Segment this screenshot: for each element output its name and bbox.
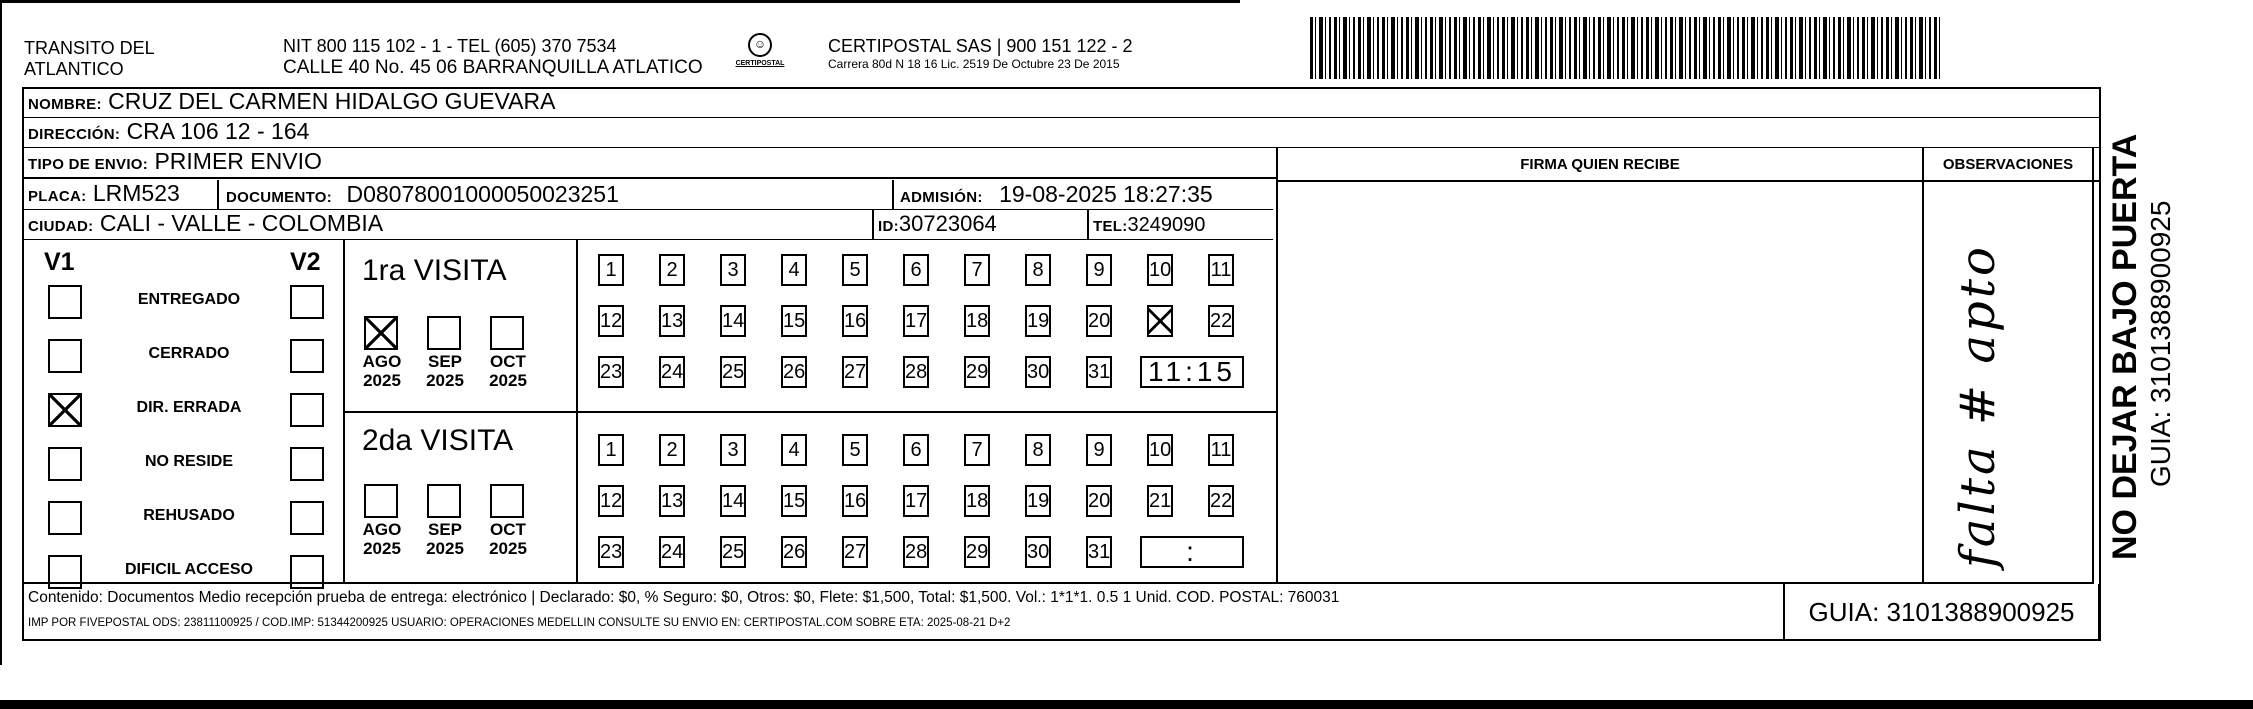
month-checkbox[interactable] — [364, 316, 398, 350]
day-box[interactable]: 26 — [781, 356, 807, 388]
page-left-border — [0, 0, 2, 665]
month-label — [419, 520, 471, 558]
day-box[interactable]: 24 — [659, 356, 685, 388]
day-box[interactable]: 10 — [1147, 254, 1173, 286]
id-field — [878, 211, 997, 240]
day-box[interactable]: 28 — [903, 536, 929, 568]
v1-checkbox[interactable] — [48, 555, 82, 589]
logo-circle-icon: ☺ — [748, 33, 772, 57]
month-label — [482, 520, 534, 558]
nombre-row — [24, 88, 2099, 118]
admision-label: ADMISIÓN: — [900, 189, 983, 206]
org-line-1: TRANSITO DEL — [24, 38, 155, 58]
v1-label: V1 — [44, 248, 75, 276]
day-box[interactable]: 7 — [964, 254, 990, 286]
day-box[interactable]: 4 — [781, 254, 807, 286]
v1-checkbox[interactable] — [48, 339, 82, 373]
admision-field — [900, 181, 1213, 211]
tipo-value: PRIMER ENVIO — [154, 148, 322, 174]
day-box[interactable]: 14 — [720, 305, 746, 337]
month-year: 2025 — [426, 539, 464, 558]
month-checkbox[interactable] — [427, 484, 461, 518]
tipo-row-line-left — [24, 177, 1276, 179]
obs-col-left-line — [1922, 148, 1924, 584]
footer-guia-box — [1783, 584, 2100, 641]
side-guia: GUIA: 3101388900925 — [2145, 200, 2176, 487]
firma-header: FIRMA QUIEN RECIBE — [1520, 156, 1680, 173]
day-box[interactable]: 31 — [1086, 356, 1112, 388]
month-checkbox[interactable] — [427, 316, 461, 350]
footer-guia: GUIA: 3101388900925 — [1808, 597, 2075, 627]
v1-checkbox[interactable] — [48, 285, 82, 319]
day-box[interactable]: 27 — [842, 356, 868, 388]
id-label: ID: — [878, 218, 899, 235]
visit-split-line — [344, 411, 1276, 413]
ciudad-row — [24, 210, 1273, 240]
day-box[interactable]: 2 — [659, 434, 685, 466]
day-box[interactable]: 23 — [598, 356, 624, 388]
status-option-label: DIFICIL ACCESO — [124, 561, 253, 578]
month-checkbox[interactable] — [490, 316, 524, 350]
status-option-label: NO RESIDE — [144, 453, 233, 470]
day-box[interactable]: 23 — [598, 536, 624, 568]
tel-divider — [1087, 210, 1089, 239]
imp-line: IMP POR FIVEPOSTAL ODS: 23811100925 / COD.IMP: 51344200925 USUARIO: OPERACIONES MEDELLIN CONSULTE SU ENVIO EN: CERTIPOSTAL.COM SOBRE ETA: 2025-08-21 D+2 — [28, 617, 1011, 629]
id-value: 30723064 — [898, 211, 997, 236]
nit-line: NIT 800 115 102 - 1 - TEL (605) 370 7534 — [283, 36, 617, 56]
month-label — [356, 520, 408, 558]
day-box[interactable]: 17 — [903, 305, 929, 337]
direccion-label: DIRECCIÓN: — [28, 126, 121, 143]
day-box[interactable] — [1147, 305, 1173, 337]
day-box[interactable]: 6 — [903, 254, 929, 286]
day-box[interactable]: 19 — [1025, 305, 1051, 337]
placa-divider — [217, 180, 219, 209]
visit1-title: 1ra VISITA — [362, 254, 507, 287]
day-box[interactable]: 27 — [842, 536, 868, 568]
month-name: AGO — [362, 352, 402, 371]
day-box[interactable]: 9 — [1086, 434, 1112, 466]
id-divider — [872, 210, 874, 239]
v2-checkbox[interactable] — [290, 393, 324, 427]
logo-text: CERTIPOSTAL — [735, 60, 785, 67]
day-box[interactable]: 25 — [720, 356, 746, 388]
month-label — [419, 352, 471, 390]
day-box[interactable]: 10 — [1147, 434, 1173, 466]
day-box[interactable]: 13 — [659, 305, 685, 337]
day-box[interactable]: 22 — [1208, 485, 1234, 517]
admision-value: 19-08-2025 18:27:35 — [999, 181, 1213, 207]
placa-label: PLACA: — [28, 188, 87, 205]
day-box[interactable]: 19 — [1025, 485, 1051, 517]
day-box[interactable]: 30 — [1025, 356, 1051, 388]
month-year: 2025 — [363, 371, 401, 390]
day-box[interactable]: 1 — [598, 254, 624, 286]
day-box[interactable]: 13 — [659, 485, 685, 517]
day-box[interactable]: 16 — [842, 485, 868, 517]
day-box[interactable]: 25 — [720, 536, 746, 568]
month-label — [356, 352, 408, 390]
v1-checkbox[interactable] — [48, 393, 82, 427]
day-box[interactable]: 15 — [781, 485, 807, 517]
observaciones-header: OBSERVACIONES — [1942, 156, 2074, 173]
org-name — [24, 38, 254, 80]
v1-checkbox[interactable] — [48, 447, 82, 481]
visit-time-box[interactable]: : — [1140, 536, 1244, 568]
v2-checkbox[interactable] — [290, 285, 324, 319]
day-box[interactable]: 20 — [1086, 485, 1112, 517]
v2-checkbox[interactable] — [290, 501, 324, 535]
status-option-label: REHUSADO — [143, 507, 235, 524]
day-box[interactable]: 1 — [598, 434, 624, 466]
month-name: OCT — [490, 352, 526, 371]
day-box[interactable]: 12 — [598, 485, 624, 517]
day-box[interactable]: 29 — [964, 536, 990, 568]
status-option-label: DIR. ERRADA — [136, 399, 242, 416]
v2-checkbox[interactable] — [290, 555, 324, 589]
visit2-title: 2da VISITA — [362, 424, 514, 457]
day-box[interactable]: 20 — [1086, 305, 1112, 337]
ciudad-label: CIUDAD: — [28, 218, 94, 235]
signature-area[interactable] — [1280, 183, 1920, 581]
admision-divider — [892, 180, 894, 209]
obs-col-right-line — [2092, 148, 2094, 584]
day-box[interactable]: 4 — [781, 434, 807, 466]
certipostal-logo — [730, 33, 790, 75]
day-box[interactable]: 30 — [1025, 536, 1051, 568]
ciudad-value: CALI - VALLE - COLOMBIA — [99, 210, 384, 236]
v2-label: V2 — [290, 248, 321, 276]
day-box[interactable]: 21 — [1147, 485, 1173, 517]
day-box[interactable]: 16 — [842, 305, 868, 337]
day-box[interactable]: 18 — [964, 305, 990, 337]
side-title: NO DEJAR BAJO PUERTA — [2106, 133, 2144, 560]
day-box[interactable]: 5 — [842, 434, 868, 466]
day-box[interactable]: 29 — [964, 356, 990, 388]
day-box[interactable]: 3 — [720, 434, 746, 466]
direccion-value: CRA 106 12 - 164 — [126, 118, 310, 144]
day-box[interactable]: 8 — [1025, 254, 1051, 286]
tel-field — [1093, 212, 1205, 240]
day-box[interactable]: 22 — [1208, 305, 1234, 337]
day-box[interactable]: 28 — [903, 356, 929, 388]
org-line-2: ATLANTICO — [24, 59, 124, 79]
page-top-border — [0, 0, 1240, 3]
address-line: CALLE 40 No. 45 06 BARRANQUILLA ATLATICO — [283, 57, 703, 78]
month-label — [482, 352, 534, 390]
documento-label: DOCUMENTO: — [226, 189, 333, 206]
month-name: OCT — [490, 520, 526, 539]
nombre-value: CRUZ DEL CARMEN HIDALGO GUEVARA — [108, 88, 556, 114]
observation-note: falta # apto — [1950, 244, 2006, 568]
direccion-row — [24, 118, 2099, 148]
documento-field — [226, 181, 619, 211]
contenido-line: Contenido: Documentos Medio recepción prueba de entrega: electrónico | Declarado: $0, % Seguro: $0, Otros: $0, Flete: $1,500, Total: $1,500. Vol.: 1*1*1. 0.5 1 Unid. COD. POSTAL: 760031 — [28, 589, 1340, 606]
col-header-line — [1276, 180, 2101, 182]
month-checkbox[interactable] — [364, 484, 398, 518]
day-box[interactable]: 17 — [903, 485, 929, 517]
carrier-info — [828, 36, 1248, 72]
month-year: 2025 — [426, 371, 464, 390]
placa-value: LRM523 — [92, 180, 180, 206]
page-bottom-bar — [0, 700, 2253, 709]
status-option-label: ENTREGADO — [137, 291, 241, 308]
nombre-label: NOMBRE: — [28, 96, 102, 113]
day-box[interactable]: 7 — [964, 434, 990, 466]
firma-col-left-line — [1276, 148, 1278, 584]
month-year: 2025 — [489, 539, 527, 558]
v2-checkbox[interactable] — [290, 339, 324, 373]
day-box[interactable]: 5 — [842, 254, 868, 286]
day-box[interactable]: 26 — [781, 536, 807, 568]
month-year: 2025 — [489, 371, 527, 390]
day-box[interactable]: 31 — [1086, 536, 1112, 568]
tel-label: TEL: — [1093, 218, 1128, 235]
month-year: 2025 — [363, 539, 401, 558]
day-box[interactable]: 24 — [659, 536, 685, 568]
day-box[interactable]: 11 — [1208, 254, 1234, 286]
month-name: AGO — [362, 520, 402, 539]
day-box[interactable]: 18 — [964, 485, 990, 517]
day-box[interactable]: 11 — [1208, 434, 1234, 466]
org-contact — [283, 36, 723, 78]
day-box[interactable]: 14 — [720, 485, 746, 517]
month-checkbox[interactable] — [490, 484, 524, 518]
day-box[interactable]: 6 — [903, 434, 929, 466]
day-box[interactable]: 9 — [1086, 254, 1112, 286]
day-box[interactable]: 8 — [1025, 434, 1051, 466]
month-name: SEP — [427, 520, 463, 539]
day-box[interactable]: 15 — [781, 305, 807, 337]
barcode — [1310, 17, 1940, 79]
day-box[interactable]: 2 — [659, 254, 685, 286]
tel-value: 3249090 — [1127, 214, 1206, 236]
status-option-label: CERRADO — [148, 345, 230, 362]
tipo-label: TIPO DE ENVIO: — [28, 156, 149, 173]
v1-checkbox[interactable] — [48, 501, 82, 535]
day-box[interactable]: 3 — [720, 254, 746, 286]
v2-checkbox[interactable] — [290, 447, 324, 481]
visit-time-box[interactable]: 11:15 — [1140, 356, 1244, 388]
carrier-line: CERTIPOSTAL SAS | 900 151 122 - 2 — [828, 36, 1133, 56]
day-box[interactable]: 12 — [598, 305, 624, 337]
month-name: SEP — [427, 352, 463, 371]
documento-value: D08078001000050023251 — [346, 181, 619, 207]
carrier-address: Carrera 80d N 18 16 Lic. 2519 De Octubre 23 De 2015 — [828, 57, 1120, 71]
